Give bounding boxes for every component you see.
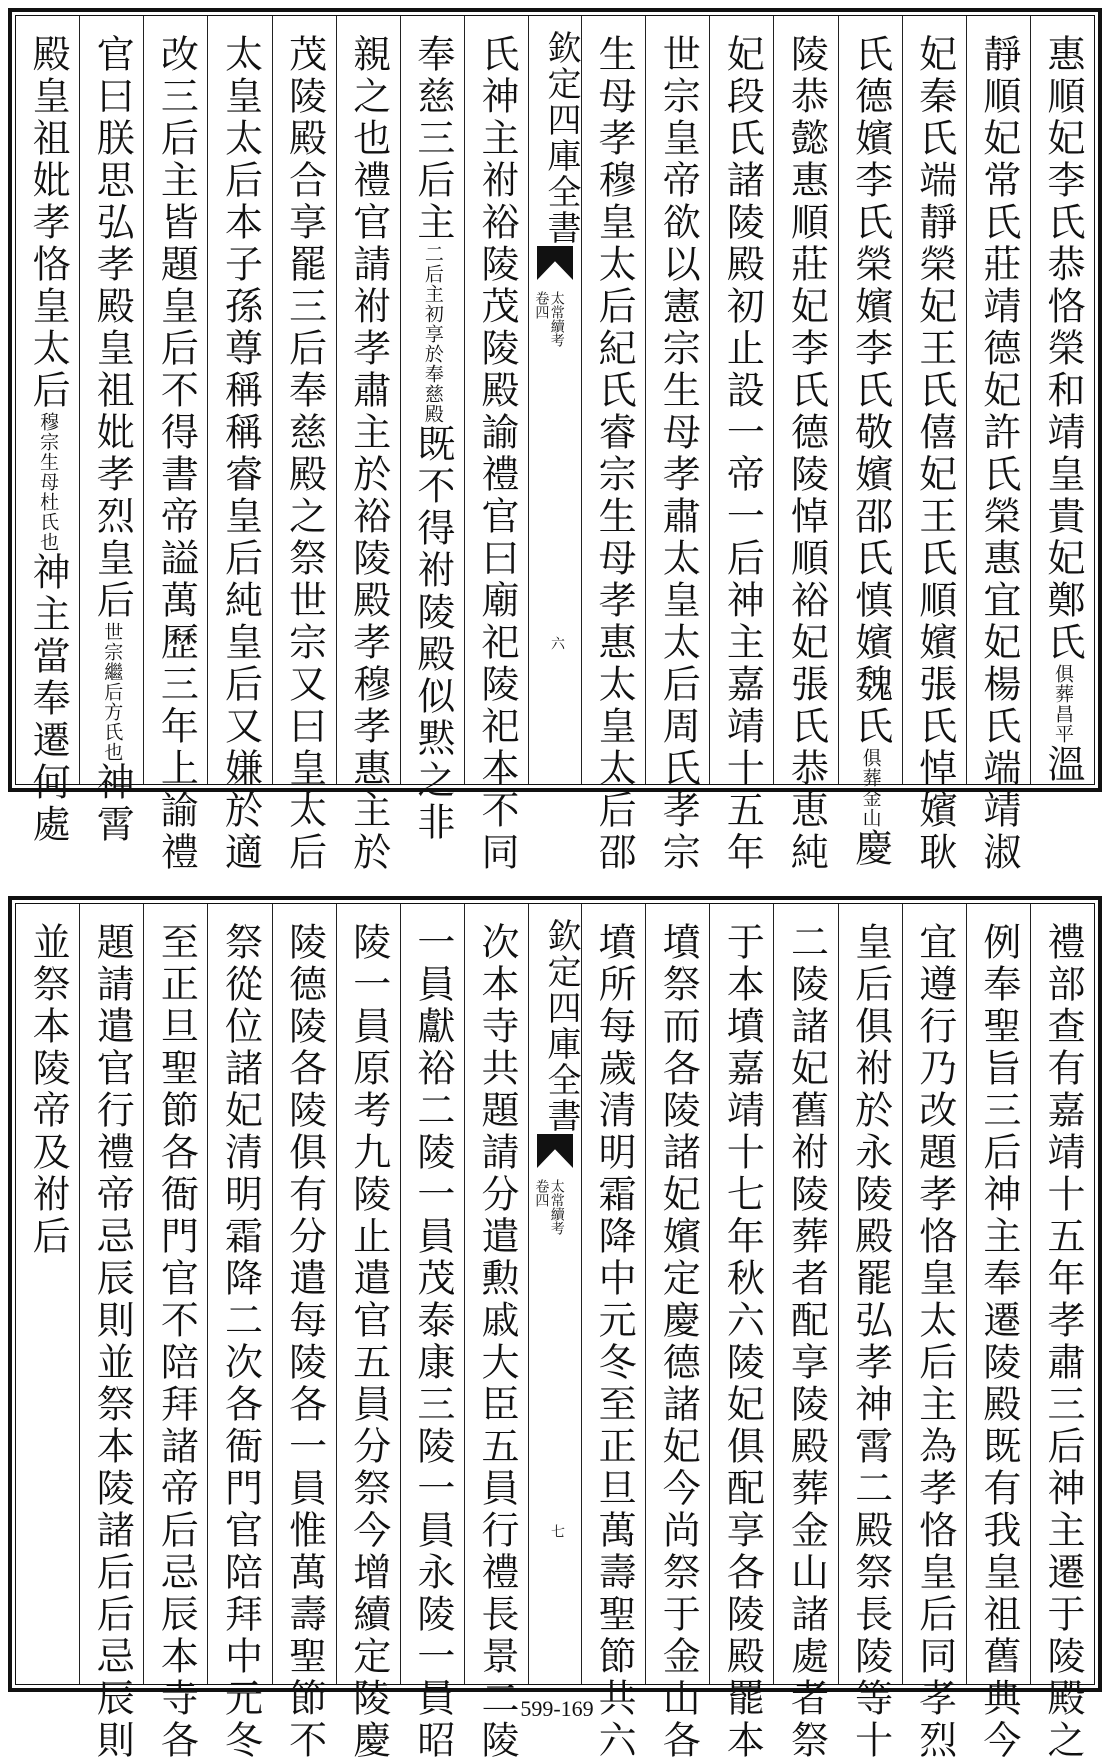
interlinear-note: 世宗繼后方氏也 xyxy=(101,622,124,762)
main-text: 祭從位諸妃清明霜降二次各衙門官陪拜中元冬 xyxy=(218,922,263,1762)
main-text: 氏德嬪李氏榮嬪李氏敬嬪邵氏慎嬪魏氏 xyxy=(848,34,893,748)
folio-number: 六 xyxy=(549,636,565,650)
text-column xyxy=(773,904,837,1762)
text-column xyxy=(581,16,645,874)
text-column xyxy=(79,904,143,1762)
main-text: 奉慈三后主 xyxy=(410,34,455,244)
main-text: 于本墳嘉靖十七年秋六陵妃俱配享各陵殿罷本 xyxy=(720,922,765,1762)
subtitle-line: 卷四 xyxy=(533,291,550,319)
column-text xyxy=(843,34,896,870)
column-text xyxy=(779,34,832,874)
text-column xyxy=(773,16,837,874)
volume-subtitle xyxy=(533,1179,564,1235)
main-text: 墳祭而各陵諸妃嬪定慶德諸妃今尚祭于金山各 xyxy=(656,922,701,1762)
text-column xyxy=(272,904,336,1762)
main-text: 陵德陵各陵俱有分遣每陵各一員惟萬壽聖節不 xyxy=(282,922,327,1762)
center-fold-column xyxy=(528,904,581,1684)
main-text: 宜遵行乃改題孝恪皇太后主為孝恪皇后同孝烈 xyxy=(912,922,957,1762)
text-column xyxy=(143,904,207,1762)
main-text: 一員獻裕二陵一員茂泰康三陵一員永陵一員昭 xyxy=(410,922,455,1762)
text-column xyxy=(902,16,966,874)
text-column xyxy=(464,904,528,1762)
main-text: 並祭本陵帝及祔后 xyxy=(26,922,71,1258)
interlinear-note: 穆宗生母杜氏也 xyxy=(37,412,60,552)
main-text: 皇后俱祔於永陵殿罷弘孝神霄二殿祭長陵等十 xyxy=(848,922,893,1762)
text-column xyxy=(400,16,464,844)
fishtail-mark-icon xyxy=(537,1134,573,1168)
column-text xyxy=(470,922,523,1762)
main-text: 生母孝穆皇太后紀氏睿宗生母孝惠太皇太后邵 xyxy=(592,34,637,874)
column-text xyxy=(21,922,74,1684)
main-text: 氏神主祔裕陵茂陵殿諭禮官曰廟祀陵祀本不同 xyxy=(475,34,520,874)
book-page-upper xyxy=(8,8,1102,874)
folio-number: 七 xyxy=(549,1524,565,1538)
text-column xyxy=(966,16,1030,874)
interlinear-note: 二后主初享於奉慈殿 xyxy=(421,244,444,424)
main-text: 殿皇祖妣孝恪皇太后 xyxy=(26,34,71,412)
main-text: 禮部查有嘉靖十五年孝肅三后神主遷于陵殿之 xyxy=(1041,922,1086,1762)
column-text xyxy=(587,34,640,874)
main-text: 陵一員原考九陵止遣官五員分祭今增續定陵慶 xyxy=(346,922,391,1762)
main-text: 改三后主皆題皇后不得書帝謚萬歷三年上諭禮 xyxy=(154,34,199,874)
center-fold-column xyxy=(528,16,581,784)
text-column xyxy=(207,904,271,1762)
column-text xyxy=(587,922,640,1762)
text-column xyxy=(902,904,966,1762)
column-text xyxy=(85,34,138,846)
column-text xyxy=(21,34,74,846)
column-text xyxy=(213,922,266,1762)
main-text: 世宗皇帝欲以憲宗生母孝肅太皇太后周氏孝宗 xyxy=(656,34,701,874)
text-column xyxy=(838,16,902,870)
column-text xyxy=(651,34,704,874)
column-text xyxy=(908,922,961,1762)
text-column xyxy=(79,16,143,846)
text-column xyxy=(1030,904,1094,1762)
text-column xyxy=(838,904,902,1762)
subtitle-line: 太常續考 xyxy=(548,291,565,347)
column-text xyxy=(149,34,202,874)
text-column xyxy=(464,16,528,874)
column-text xyxy=(342,34,395,874)
main-text: 陵恭懿惠順莊妃李氏德陵悼順裕妃張氏恭恵純 xyxy=(784,34,829,874)
column-text xyxy=(651,922,704,1762)
page-reference: 599-169 xyxy=(520,1696,594,1721)
column-text xyxy=(1036,922,1089,1762)
subtitle-line: 太常續考 xyxy=(548,1179,565,1235)
main-text: 神霄 xyxy=(90,762,135,846)
fishtail-mark-icon xyxy=(537,246,573,280)
text-column xyxy=(1030,16,1094,784)
text-column xyxy=(336,16,400,874)
main-text: 慶 xyxy=(848,828,893,870)
book-title: 欽定四庫全書 xyxy=(541,918,581,1134)
text-column xyxy=(966,904,1030,1762)
main-text: 題請遣官行禮帝忌辰則並祭本陵諸后后忌辰則 xyxy=(90,922,135,1762)
column-text xyxy=(342,922,395,1762)
main-text: 靜順妃常氏莊靖德妃許氏榮惠宜妃楊氏端靖淑 xyxy=(976,34,1021,874)
main-text: 惠順妃李氏恭恪榮和靖皇貴妃鄭氏 xyxy=(1041,34,1086,664)
column-text xyxy=(406,34,459,844)
text-column xyxy=(709,904,773,1762)
main-text: 妃秦氏端靜榮妃王氏僖妃王氏順嬪張氏悼嬪耿 xyxy=(912,34,957,874)
main-text: 墳所每歲清明霜降中元冬至正旦萬壽聖節共六 xyxy=(592,922,637,1762)
main-text: 既不得祔陵殿似黙之非 xyxy=(410,424,455,844)
text-column xyxy=(581,904,645,1762)
text-column xyxy=(143,16,207,874)
column-text xyxy=(972,34,1025,874)
text-column xyxy=(336,904,400,1762)
text-column xyxy=(207,16,271,874)
text-column xyxy=(400,904,464,1762)
main-text: 親之也禮官請祔孝肅主於裕陵殿孝穆孝惠主於 xyxy=(346,34,391,874)
book-title: 欽定四庫全書 xyxy=(541,30,581,246)
text-column xyxy=(16,904,79,1684)
column-text xyxy=(843,922,896,1762)
text-columns xyxy=(16,16,1094,874)
main-text: 至正旦聖節各衙門官不陪拜諸帝后忌辰本寺各 xyxy=(154,922,199,1762)
main-text: 次本寺共題請分遣勲戚大臣五員行禮長景二陵 xyxy=(475,922,520,1762)
text-column xyxy=(645,16,709,874)
column-text xyxy=(715,34,768,874)
column-text xyxy=(972,922,1025,1762)
column-text xyxy=(470,34,523,874)
main-text: 太皇太后本子孫尊稱稱睿皇后純皇后又嫌於適 xyxy=(218,34,263,874)
column-text xyxy=(908,34,961,874)
column-text xyxy=(1036,34,1089,784)
column-text xyxy=(213,34,266,874)
main-text: 溫 xyxy=(1041,744,1086,786)
text-column xyxy=(16,16,79,846)
subtitle-line: 卷四 xyxy=(533,1179,550,1207)
main-text: 茂陵殿合享罷三后奉慈殿之祭世宗又曰皇太后 xyxy=(282,34,327,874)
main-text: 例奉聖旨三后神主奉遷陵殿既有我皇祖舊典今 xyxy=(976,922,1021,1762)
column-text xyxy=(277,922,330,1762)
text-column xyxy=(709,16,773,874)
column-text xyxy=(149,922,202,1762)
text-column xyxy=(272,16,336,874)
text-column xyxy=(645,904,709,1762)
main-text: 神主當奉遷何處 xyxy=(26,552,71,846)
column-text xyxy=(779,922,832,1762)
main-text: 妃段氏諸陵殿初止設一帝一后神主嘉靖十五年 xyxy=(720,34,765,874)
column-text xyxy=(277,34,330,874)
column-text xyxy=(715,922,768,1762)
interlinear-note: 俱葬昌平 xyxy=(1052,664,1075,744)
interlinear-note: 俱葬金山 xyxy=(859,748,882,828)
column-text xyxy=(85,922,138,1762)
column-text xyxy=(406,922,459,1762)
main-text: 二陵諸妃舊祔陵葬者配享陵殿葬金山諸處者祭 xyxy=(784,922,829,1762)
volume-subtitle xyxy=(533,291,564,347)
main-text: 官曰朕思弘孝殿皇祖妣孝烈皇后 xyxy=(90,34,135,622)
